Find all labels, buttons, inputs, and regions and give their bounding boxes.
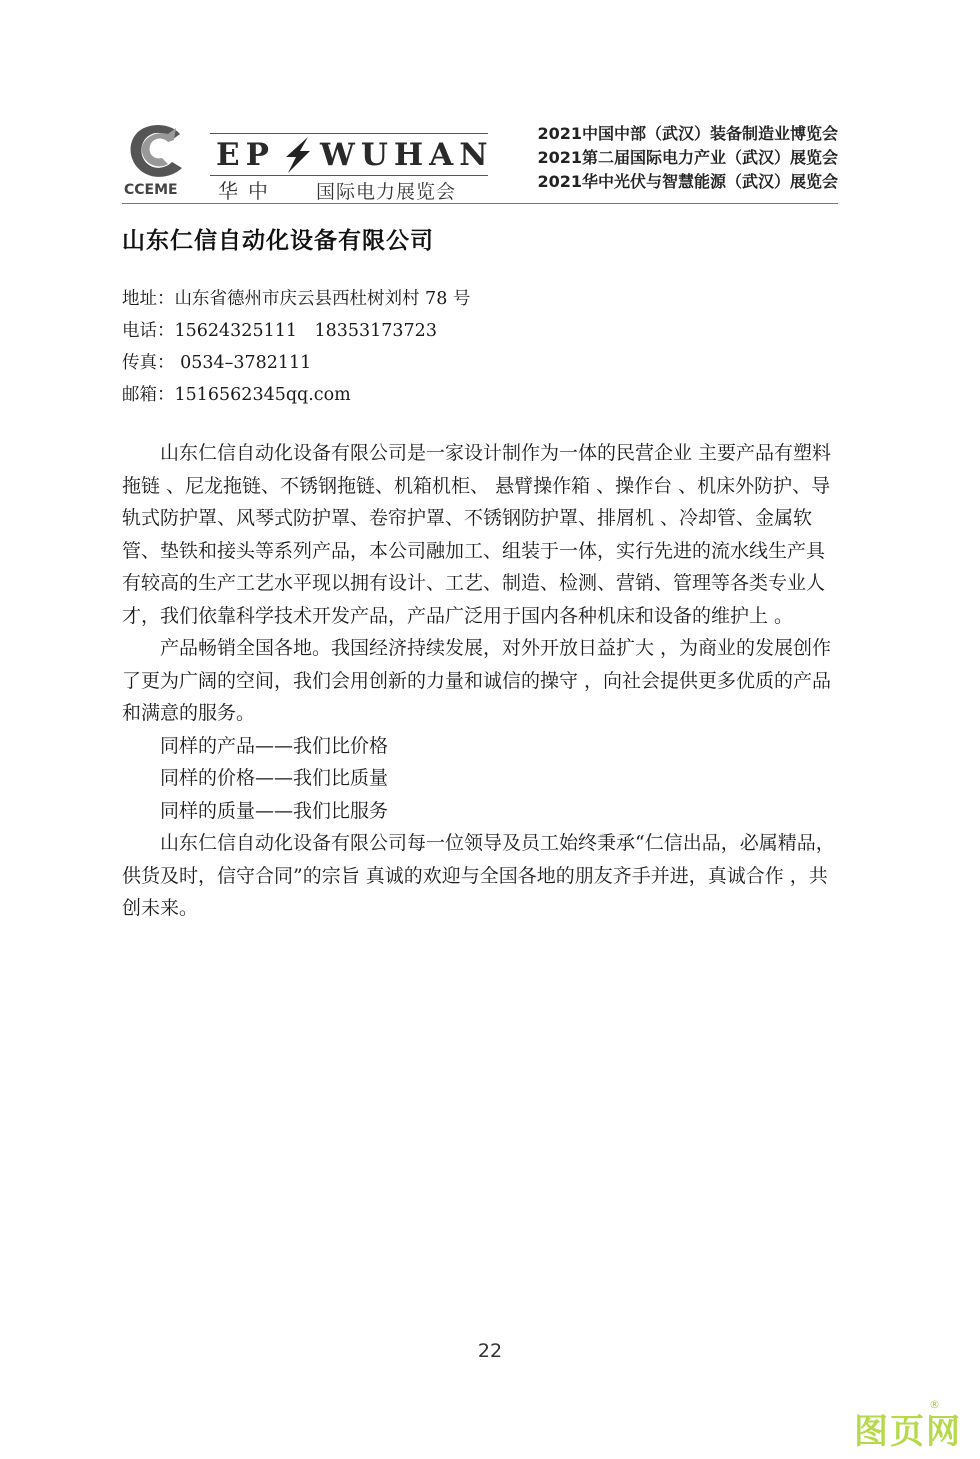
ep-logo-huazhong: 华中 [218,179,278,203]
cceme-logo [122,118,192,200]
expo-title-line: 2021中国中部（武汉）装备制造业博览会 [537,124,838,143]
ep-logo-subtitle: 国际电力展览会 [316,181,457,203]
company-description [122,437,838,925]
ep-logo-left: EP [216,137,275,173]
page-header [122,118,838,203]
registered-mark: ® [929,1398,940,1411]
page-number: 22 [477,1340,503,1362]
expo-title-line: 2021第二届国际电力产业（武汉）展览会 [537,148,838,167]
ep-logo-top-rule [210,133,488,134]
cceme-logo-text: CCEME [124,182,178,198]
phone-line: 电话：15624325111 18353173723 [122,321,437,341]
company-title: 山东仁信自动化设备有限公司 [122,228,434,254]
expo-title-line: 2021华中光伏与智慧能源（武汉）展览会 [537,172,838,191]
slogan-line: 同样的质量——我们比服务 [160,799,389,822]
ep-logo-right: WUHAN [320,137,494,173]
body-paragraph: 产品畅销全国各地。我国经济持续发展，对外开放日益扩大 ，为商业的发展创作了更为广阔的空间，我们会用创新的力量和诚信的操守 ，向社会提供更多优质的产品和满意的服务。 [122,637,832,724]
header-divider [122,203,838,204]
slogan-line: 同样的产品——我们比价格 [160,734,389,757]
body-paragraph: 山东仁信自动化设备有限公司每一位领导及员工始终秉承“仁信出品，必属精品，供货及时，信守合同”的宗旨 真诚的欢迎与全国各地的朋友齐手并进，真诚合作 ，共创未来。 [122,832,835,919]
address-line: 地址：山东省德州市庆云县西杜树刘村 78 号 [122,289,471,309]
lightning-bolt-icon [278,135,318,175]
cceme-logo-icon [124,120,190,182]
ep-wuhan-logo [210,133,494,203]
body-paragraph: 山东仁信自动化设备有限公司是一家设计制作为一体的民营企业 主要产品有塑料拖链 、尼龙拖链、不锈钢拖链、机箱机柜、 悬臂操作箱 、操作台 、机床外防护、导轨式防护罩、风琴式防护罩、卷帘护罩、不锈钢防护罩、排屑机 、冷却管、金属软管、垫铁和接头等系列产品，本公司融加工、组装于一体，实行先进的流水线生产具有较高的生产工艺水平现以拥有设计、工艺、制造、检测、营销、管理等各类专业人才，我们依靠科学技术开发产品，产品广泛用于国内各种机床和设备的维护上 。 [122,442,832,627]
email-line: 邮箱：1516562345qq.com [122,385,351,405]
fax-line: 传真： 0534–3782111 [122,353,312,373]
slogan-line: 同样的价格——我们比质量 [160,767,389,789]
expo-titles [537,122,838,194]
contact-info [122,283,470,411]
watermark-logo: 图页网 [854,1412,962,1452]
